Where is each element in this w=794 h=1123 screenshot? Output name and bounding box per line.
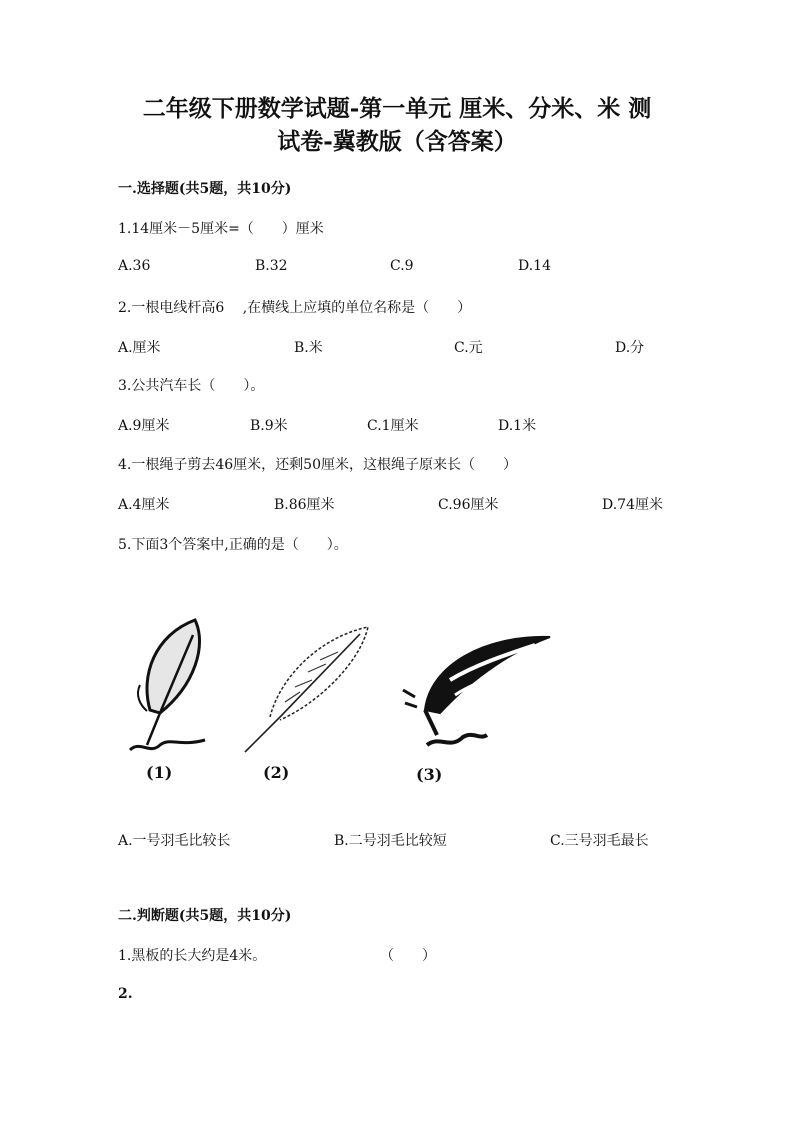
question-1-option-a: A.36 [118,258,151,274]
question-4-stem: 4.一根绳子剪去46厘米，还剩50厘米，这根绳子原来长（ ） [118,457,517,473]
question-4-option-d: D.74厘米 [602,497,663,513]
question-5-option-c: C.三号羽毛最长 [550,833,649,849]
section-2-heading: 二.判断题(共5题，共10分) [118,908,292,924]
question-5-option-a: A.一号羽毛比较长 [118,833,231,849]
question-1-stem: 1.14厘米－5厘米=（ ）厘米 [118,221,324,237]
feather-2-figure [240,622,375,757]
section-1-heading: 一.选择题(共5题，共10分) [118,181,292,197]
figure-label-2: (2) [263,763,290,782]
question-3-option-a: A.9厘米 [118,418,170,434]
feather-1-figure [125,615,215,760]
question-5-option-b: B.二号羽毛比较短 [334,833,447,849]
title-line-2: 试卷-冀教版（含答案） [277,128,517,155]
document-title [100,92,694,158]
question-4-option-a: A.4厘米 [118,497,170,513]
question-5-stem: 5.下面3个答案中,正确的是（ ）。 [118,537,348,553]
question-3-option-b: B.9米 [250,418,288,434]
feather-3-figure [395,625,555,760]
question-2-option-d: D.分 [615,340,645,356]
figure-label-1: (1) [146,763,173,782]
judge-question-2-stem: 2. [118,986,133,1002]
judge-question-1-stem: 1.黑板的长大约是4米。 [118,948,267,964]
question-2-option-c: C.元 [454,340,483,356]
question-2-stem: 2.一根电线杆高6 ,在横线上应填的单位名称是（ ） [118,300,472,316]
question-4-option-b: B.86厘米 [274,497,335,513]
question-2-option-b: B.米 [294,340,323,356]
question-1-option-d: D.14 [518,258,551,274]
judge-question-1-answer-blank: （ ） [380,948,436,964]
question-4-option-c: C.96厘米 [438,497,499,513]
question-3-option-d: D.1米 [498,418,537,434]
figure-label-3: (3) [416,765,443,784]
question-1-option-b: B.32 [255,258,288,274]
question-1-option-c: C.9 [390,258,414,274]
question-3-option-c: C.1厘米 [367,418,419,434]
question-2-option-a: A.厘米 [118,340,161,356]
title-line-1: 二年级下册数学试题-第一单元 厘米、分米、米 测 [142,95,652,122]
question-3-stem: 3.公共汽车长（ ）。 [118,378,265,394]
